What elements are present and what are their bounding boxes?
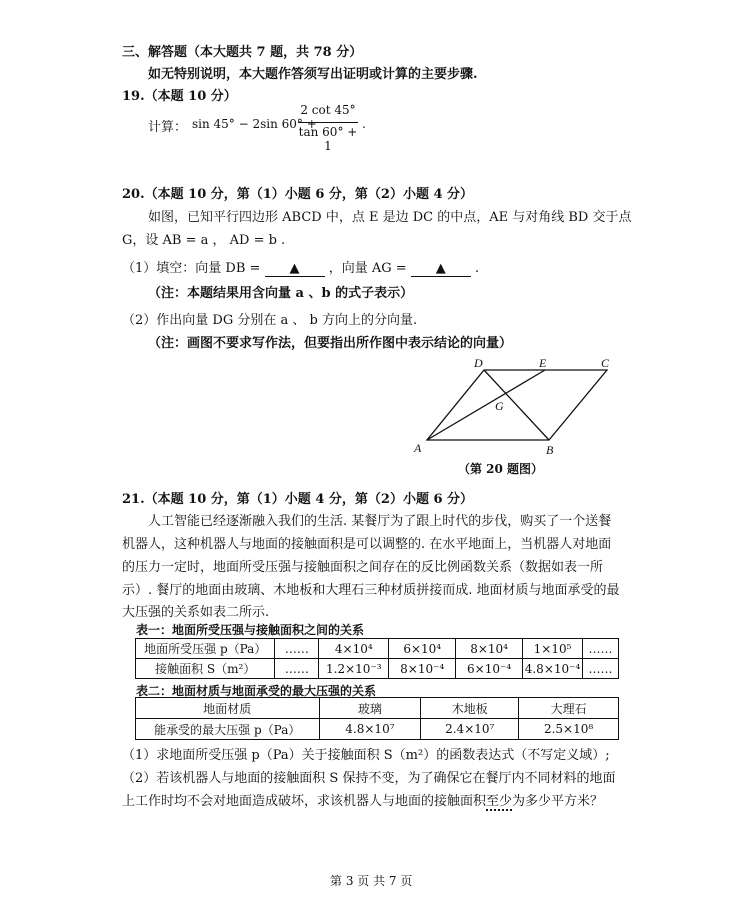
table-cell: 2.5×10⁸ xyxy=(519,719,619,740)
segment-bd xyxy=(484,370,549,440)
segment-ae xyxy=(427,370,545,440)
q20-part1 xyxy=(122,257,479,277)
q19-expr-head: sin 45° − 2sin 60° + xyxy=(192,117,317,131)
table-row xyxy=(136,719,619,740)
triangle-mark: ▲ xyxy=(289,261,300,276)
q21-para-line: 示）. 餐厅的地面由玻璃、木地板和大理石三种材质拼接而成. 地面材质与地面承受的最 xyxy=(122,583,620,598)
table-cell: …… xyxy=(583,639,619,659)
table-cell: 4.8×10⁻⁴ xyxy=(523,659,583,679)
q19-prefix: 计算： xyxy=(148,120,188,135)
q21-para-line: 的压力一定时，地面所受压强与接触面积之间存在的反比例函数关系（数据如表一所 xyxy=(122,560,604,575)
q21-sub2-text-b: 为多少平方米？ xyxy=(512,794,604,809)
triangle-mark: ▲ xyxy=(435,261,446,276)
table-cell: 1×10⁵ xyxy=(523,639,583,659)
parallelogram-figure xyxy=(400,355,640,465)
q20-part1-label: （1）填空：向量 DB = xyxy=(122,261,261,276)
section-heading: 三、解答题（本大题共 7 题，共 78 分） xyxy=(122,45,363,60)
table-cell: …… xyxy=(275,659,319,679)
table-cell: …… xyxy=(275,639,319,659)
q21-sub2-text-a: 上工作时均不会对地面造成破坏，求该机器人与地面的接触面积 xyxy=(122,794,487,809)
table-row xyxy=(136,639,619,659)
table-cell: 地面所受压强 p（Pa） xyxy=(136,639,275,659)
table-row xyxy=(136,698,619,719)
label-e: E xyxy=(539,356,547,370)
label-g: G xyxy=(495,399,504,413)
q21-para-line: 大压强的关系如表二所示. xyxy=(122,605,270,620)
table-cell: …… xyxy=(583,659,619,679)
label-d: D xyxy=(474,356,483,370)
label-c: C xyxy=(601,356,610,370)
table2-title: 表二：地面材质与地面承受的最大压强的关系 xyxy=(136,684,377,698)
table-cell: 8×10⁴ xyxy=(456,639,523,659)
q19-number: 19.（本题 10 分） xyxy=(122,89,237,104)
q20-note1: （注：本题结果用含向量 a 、b 的式子表示） xyxy=(148,286,414,301)
q21-para-line: 机器人，这种机器人与地面的接触面积是可以调整的. 在水平地面上，当机器人对地面 xyxy=(122,537,612,552)
table-cell: 2.4×10⁷ xyxy=(421,719,519,740)
q20-answer-blank-1[interactable] xyxy=(265,261,325,277)
q19-fraction-bar xyxy=(298,122,358,123)
q20-part2: （2）作出向量 DG 分别在 a 、 b 方向上的分向量. xyxy=(122,313,418,328)
q20-number: 20.（本题 10 分，第（1）小题 6 分，第（2）小题 4 分） xyxy=(122,187,474,202)
table-cell: 1.2×10⁻³ xyxy=(319,659,389,679)
table-cell: 能承受的最大压强 p（Pa） xyxy=(136,719,320,740)
q20-answer-blank-2[interactable] xyxy=(411,261,471,277)
table-cell: 4.8×10⁷ xyxy=(319,719,421,740)
table-header-cell: 大理石 xyxy=(519,698,619,719)
table-header-cell: 玻璃 xyxy=(319,698,421,719)
section-instruction: 如无特别说明，本大题作答须写出证明或计算的主要步骤. xyxy=(148,67,478,82)
q20-part1-mid: ，向量 AG = xyxy=(328,261,407,276)
q20-part1-end: . xyxy=(474,261,480,276)
q19-fraction-denominator: tan 60° + 1 xyxy=(298,125,358,153)
q19-tail: . xyxy=(362,117,366,131)
page-footer: 第 3 页 共 7 页 xyxy=(330,874,413,888)
q21-sub2-line1: （2）若该机器人与地面的接触面积 S 保持不变，为了确保它在餐厅内不同材料的地面 xyxy=(122,771,616,786)
q21-para-line: 人工智能已经逐渐融入我们的生活. 某餐厅为了跟上时代的步伐，购买了一个送餐 xyxy=(148,514,612,529)
q21-sub2-line2 xyxy=(122,790,603,809)
table-cell: 6×10⁴ xyxy=(389,639,456,659)
table1-title: 表一：地面所受压强与接触面积之间的关系 xyxy=(136,623,365,637)
q20-line2: G，设 AB = a ， AD = b . xyxy=(122,233,286,248)
table-header-cell: 木地板 xyxy=(421,698,519,719)
table-cell: 8×10⁻⁴ xyxy=(389,659,456,679)
table1 xyxy=(135,638,619,679)
label-b: B xyxy=(546,443,554,457)
table-cell: 4×10⁴ xyxy=(319,639,389,659)
q21-number: 21.（本题 10 分，第（1）小题 4 分，第（2）小题 6 分） xyxy=(122,492,474,507)
q21-sub1: （1）求地面所受压强 p（Pa）关于接触面积 S（m²）的函数表达式（不写定义域）; xyxy=(122,748,610,763)
figure-caption: （第 20 题图） xyxy=(458,462,544,476)
table-cell: 接触面积 S（m²） xyxy=(136,659,275,679)
q20-note2: （注：画图不要求写作法，但要指出所作图中表示结论的向量） xyxy=(148,336,513,351)
q20-line1: 如图，已知平行四边形 ABCD 中，点 E 是边 DC 的中点，AE 与对角线 BD 交于点 xyxy=(148,210,632,225)
q21-sub2-emphasis: 至少 xyxy=(486,794,513,809)
table2 xyxy=(135,697,619,740)
table-cell: 6×10⁻⁴ xyxy=(456,659,523,679)
label-a: A xyxy=(414,441,422,455)
q19-fraction-numerator: 2 cot 45° xyxy=(300,103,356,117)
table-header-cell: 地面材质 xyxy=(136,698,320,719)
table-row xyxy=(136,659,619,679)
